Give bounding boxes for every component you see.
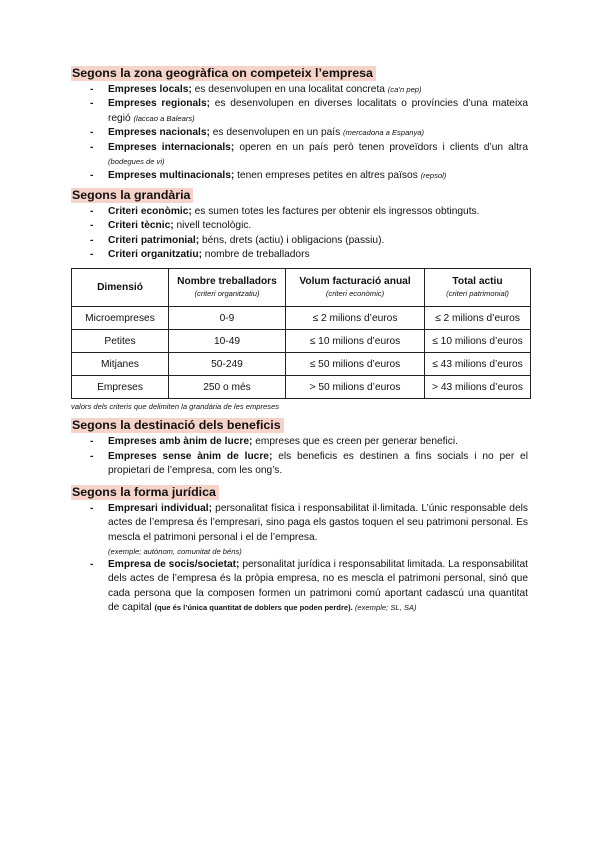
section-title: Segons la zona geogràfica on competeix l’empresa xyxy=(71,66,376,81)
table-cell: Empreses xyxy=(72,376,169,399)
item-example: (exemple; autònom, comunitat de béns) xyxy=(108,546,242,556)
table-row xyxy=(72,353,531,376)
item-note: (bodegues de vi) xyxy=(108,157,165,167)
list-item xyxy=(71,450,528,479)
table-row xyxy=(72,376,531,399)
list-item xyxy=(71,141,528,170)
item-text: operen en un país però tenen proveïdors i clients d’un altra xyxy=(234,141,528,153)
list-item xyxy=(71,558,528,616)
section-title: Segons la grandària xyxy=(71,188,193,203)
item-term: Empreses regionals; xyxy=(108,98,211,110)
item-text: els beneficis es destinen a fins socials i no per el propietari de l’empresa, com les ong’s. xyxy=(108,450,528,477)
section-title: Segons la destinació dels beneficis xyxy=(71,418,284,433)
list-item xyxy=(71,435,528,449)
list-item xyxy=(71,169,528,183)
item-term: Criteri tècnic; xyxy=(108,220,174,232)
item-text: empreses que es creen per generar benefici. xyxy=(252,436,458,448)
table-cell: ≤ 10 milions d’euros xyxy=(425,330,531,353)
list-item xyxy=(71,248,528,262)
item-term: Criteri patrimonial; xyxy=(108,234,200,246)
item-text: personalitat física i responsabilitat il·limitada. L’únic responsable dels actes de l’empresa és l’empresari, sino paga els gastos toquen el seu patrimoni personal. Es mescla el patrimoni personal i el de l’empresa. xyxy=(108,502,528,543)
table-cell: 250 o més xyxy=(169,376,286,399)
item-term: Empreses internacionals; xyxy=(108,141,235,153)
item-term: Empreses locals; xyxy=(108,84,192,95)
table-cell: 0-9 xyxy=(169,307,286,330)
list-item xyxy=(71,83,528,97)
list-item xyxy=(71,126,528,140)
item-term: Empresa de socis/societat; xyxy=(108,558,240,570)
list-item xyxy=(71,234,528,248)
item-list xyxy=(71,435,528,478)
section-beneficis xyxy=(71,418,528,478)
item-term: Criteri organitzatiu; xyxy=(108,249,202,261)
item-text: es desenvolupen en una localitat concreta xyxy=(191,84,388,95)
table-row xyxy=(72,330,531,353)
item-term: Empresari individual; xyxy=(108,502,212,514)
item-term: Empreses multinacionals; xyxy=(108,170,235,182)
document-page xyxy=(71,66,528,620)
item-note: (ca’n pep) xyxy=(387,85,422,94)
table-cell: > 43 milions d’euros xyxy=(425,376,531,399)
item-example: (exemple; SL, SA) xyxy=(352,603,417,613)
table-cell: > 50 milions d’euros xyxy=(286,376,425,399)
header-treballadors: Nombre treballadors (criteri organitzatiu) xyxy=(169,269,286,307)
item-term: Empreses nacionals; xyxy=(108,127,210,139)
table-header-row xyxy=(72,269,531,307)
item-term: Empreses amb ànim de lucre; xyxy=(108,436,253,448)
item-text: personalitat jurídica i responsabilitat limitada. La responsabilitat dels actes de l’empresa és la pròpia empresa, no es mescla el patrimoni personal, sinó que cada persona que la composen formen un patrimoni comú aportant cadascú una quantitat de capital xyxy=(108,558,528,614)
table-cell: ≤ 10 milions d’euros xyxy=(286,330,425,353)
item-text: es sumen totes les factures per obtenir els ingressos obtinguts. xyxy=(191,205,480,217)
item-list xyxy=(71,83,528,184)
list-item xyxy=(71,97,528,126)
table-cell: ≤ 2 milions d’euros xyxy=(425,307,531,330)
item-text: nivell tecnològic. xyxy=(173,220,252,232)
item-note: (laccao a Balears) xyxy=(133,113,195,123)
item-text: tenen empreses petites en altres països xyxy=(234,170,421,182)
item-list xyxy=(71,502,528,616)
item-text: nombre de treballadors xyxy=(201,249,310,261)
table-cell: Mitjanes xyxy=(72,353,169,376)
size-criteria-table xyxy=(71,268,531,399)
header-dimensio: Dimensió xyxy=(72,269,169,307)
item-note: (mercadona a Espanya) xyxy=(343,128,425,138)
section-zona xyxy=(71,66,528,184)
header-total-actiu: Total actiu (criteri patrimonial) xyxy=(425,269,531,307)
section-juridica xyxy=(71,485,528,616)
list-item xyxy=(71,502,528,558)
item-note: (repsol) xyxy=(420,171,447,181)
table-caption: valors dels criteris que delimiten la grandària de les empreses xyxy=(71,402,280,412)
list-item xyxy=(71,219,528,233)
table-cell: ≤ 43 milions d’euros xyxy=(425,353,531,376)
list-item xyxy=(71,205,528,219)
item-term: Empreses sense ànim de lucre; xyxy=(108,450,273,462)
item-term: Criteri econòmic; xyxy=(108,205,192,217)
table-cell: ≤ 2 milions d’euros xyxy=(286,307,425,330)
item-note: (que és l’única quantitat de doblers que poden perdre). xyxy=(154,603,353,613)
table-cell: ≤ 50 milions d’euros xyxy=(286,353,425,376)
item-text: béns, drets (actiu) i obligacions (passiu). xyxy=(199,234,385,246)
item-text: es desenvolupen en un país xyxy=(209,127,344,139)
item-text: es desenvolupen en diverses localitats o províncies d’una mateixa regió xyxy=(108,98,529,124)
table-row xyxy=(72,307,531,330)
table-cell: 50-249 xyxy=(169,353,286,376)
table-cell: Petites xyxy=(72,330,169,353)
item-list xyxy=(71,205,528,263)
header-facturacio: Volum facturació anual (criteri econòmic) xyxy=(286,269,425,307)
section-title: Segons la forma jurídica xyxy=(71,485,219,500)
table-cell: Microempreses xyxy=(72,307,169,330)
section-grandaria xyxy=(71,188,528,413)
table-cell: 10-49 xyxy=(169,330,286,353)
